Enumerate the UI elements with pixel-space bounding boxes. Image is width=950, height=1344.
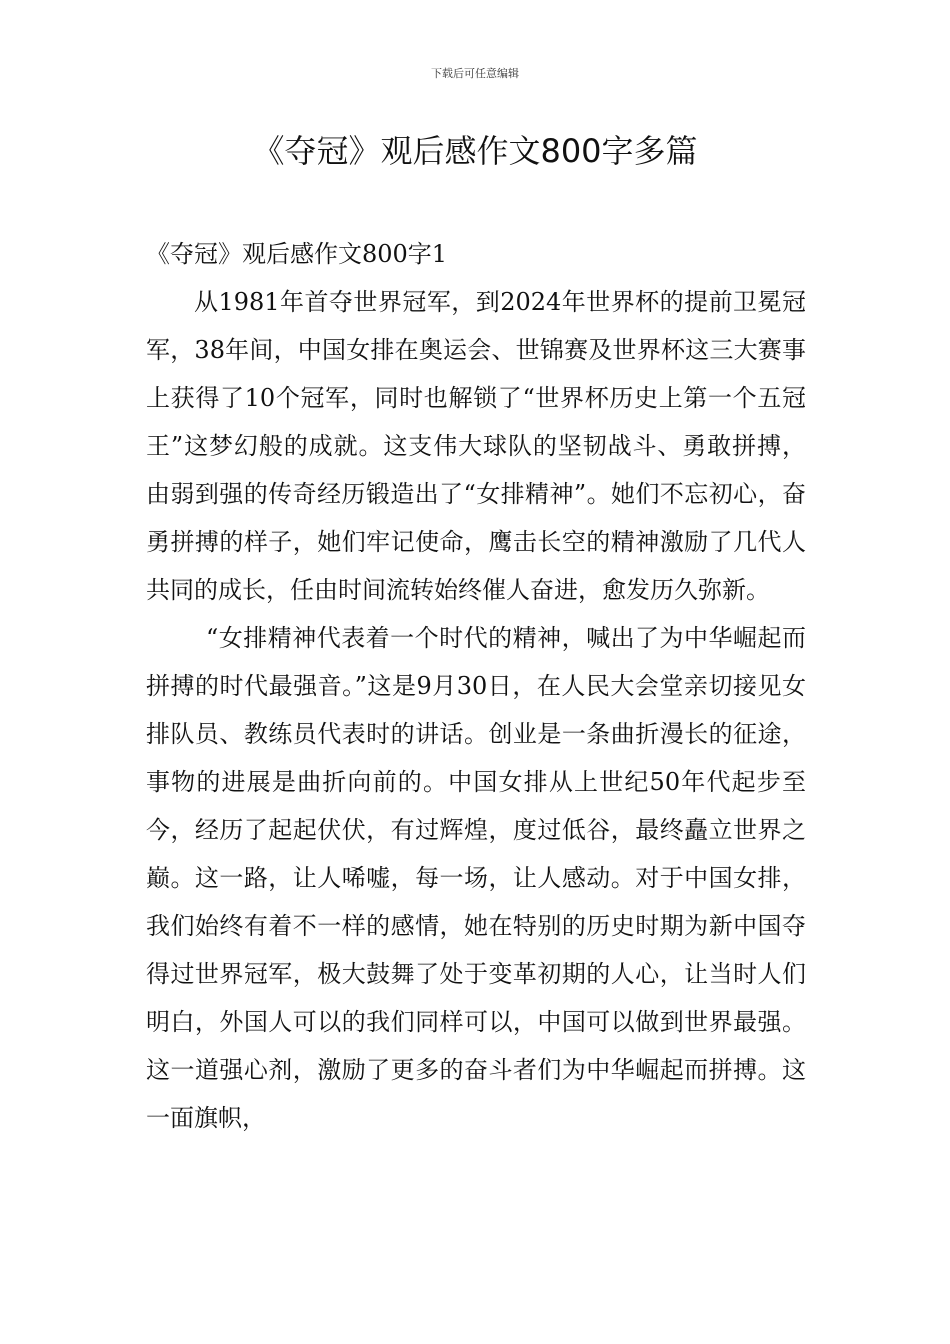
paragraph: 从1981年首夺世界冠军，到2024年世界杯的提前卫冕冠军，38年间，中国女排在奥运会、世锦赛及世界杯这三大赛事上获得了10个冠军，同时也解锁了“世界杯历史上第一个五冠王”这梦幻般的成就。这支伟大球队的坚韧战斗、勇敢拼搏，由弱到强的传奇经历锻造出了“女排精神”。她们不忘初心，奋勇拼搏的样子，她们牢记使命，鹰击长空的精神激励了几代人共同的成长，任由时间流转始终催人奋进，愈发历久弥新。	[146, 288, 806, 604]
section-heading: 《夺冠》观后感作文800字1	[146, 240, 448, 268]
paragraph: “女排精神代表着一个时代的精神，喊出了为中华崛起而拼搏的时代最强音。”这是9月30日，在人民大会堂亲切接见女排队员、教练员代表时的讲话。创业是一条曲折漫长的征途，事物的进展是曲折向前的。中国女排从上世纪50年代起步至今，经历了起起伏伏，有过辉煌，度过低谷，最终矗立世界之巅。这一路，让人唏嘘，每一场，让人感动。对于中国女排，我们始终有着不一样的感情，她在特别的历史时期为新中国夺得过世界冠军，极大鼓舞了处于变革初期的人心，让当时人们明白，外国人可以的我们同样可以，中国可以做到世界最强。这一道强心剂，激励了更多的奋斗者们为中华崛起而拼搏。这一面旗帜，	[146, 624, 806, 1132]
header-note: 下载后可任意编辑	[431, 67, 519, 80]
document-body	[146, 230, 806, 1142]
document-title: 《夺冠》观后感作文800字多篇	[252, 132, 698, 170]
